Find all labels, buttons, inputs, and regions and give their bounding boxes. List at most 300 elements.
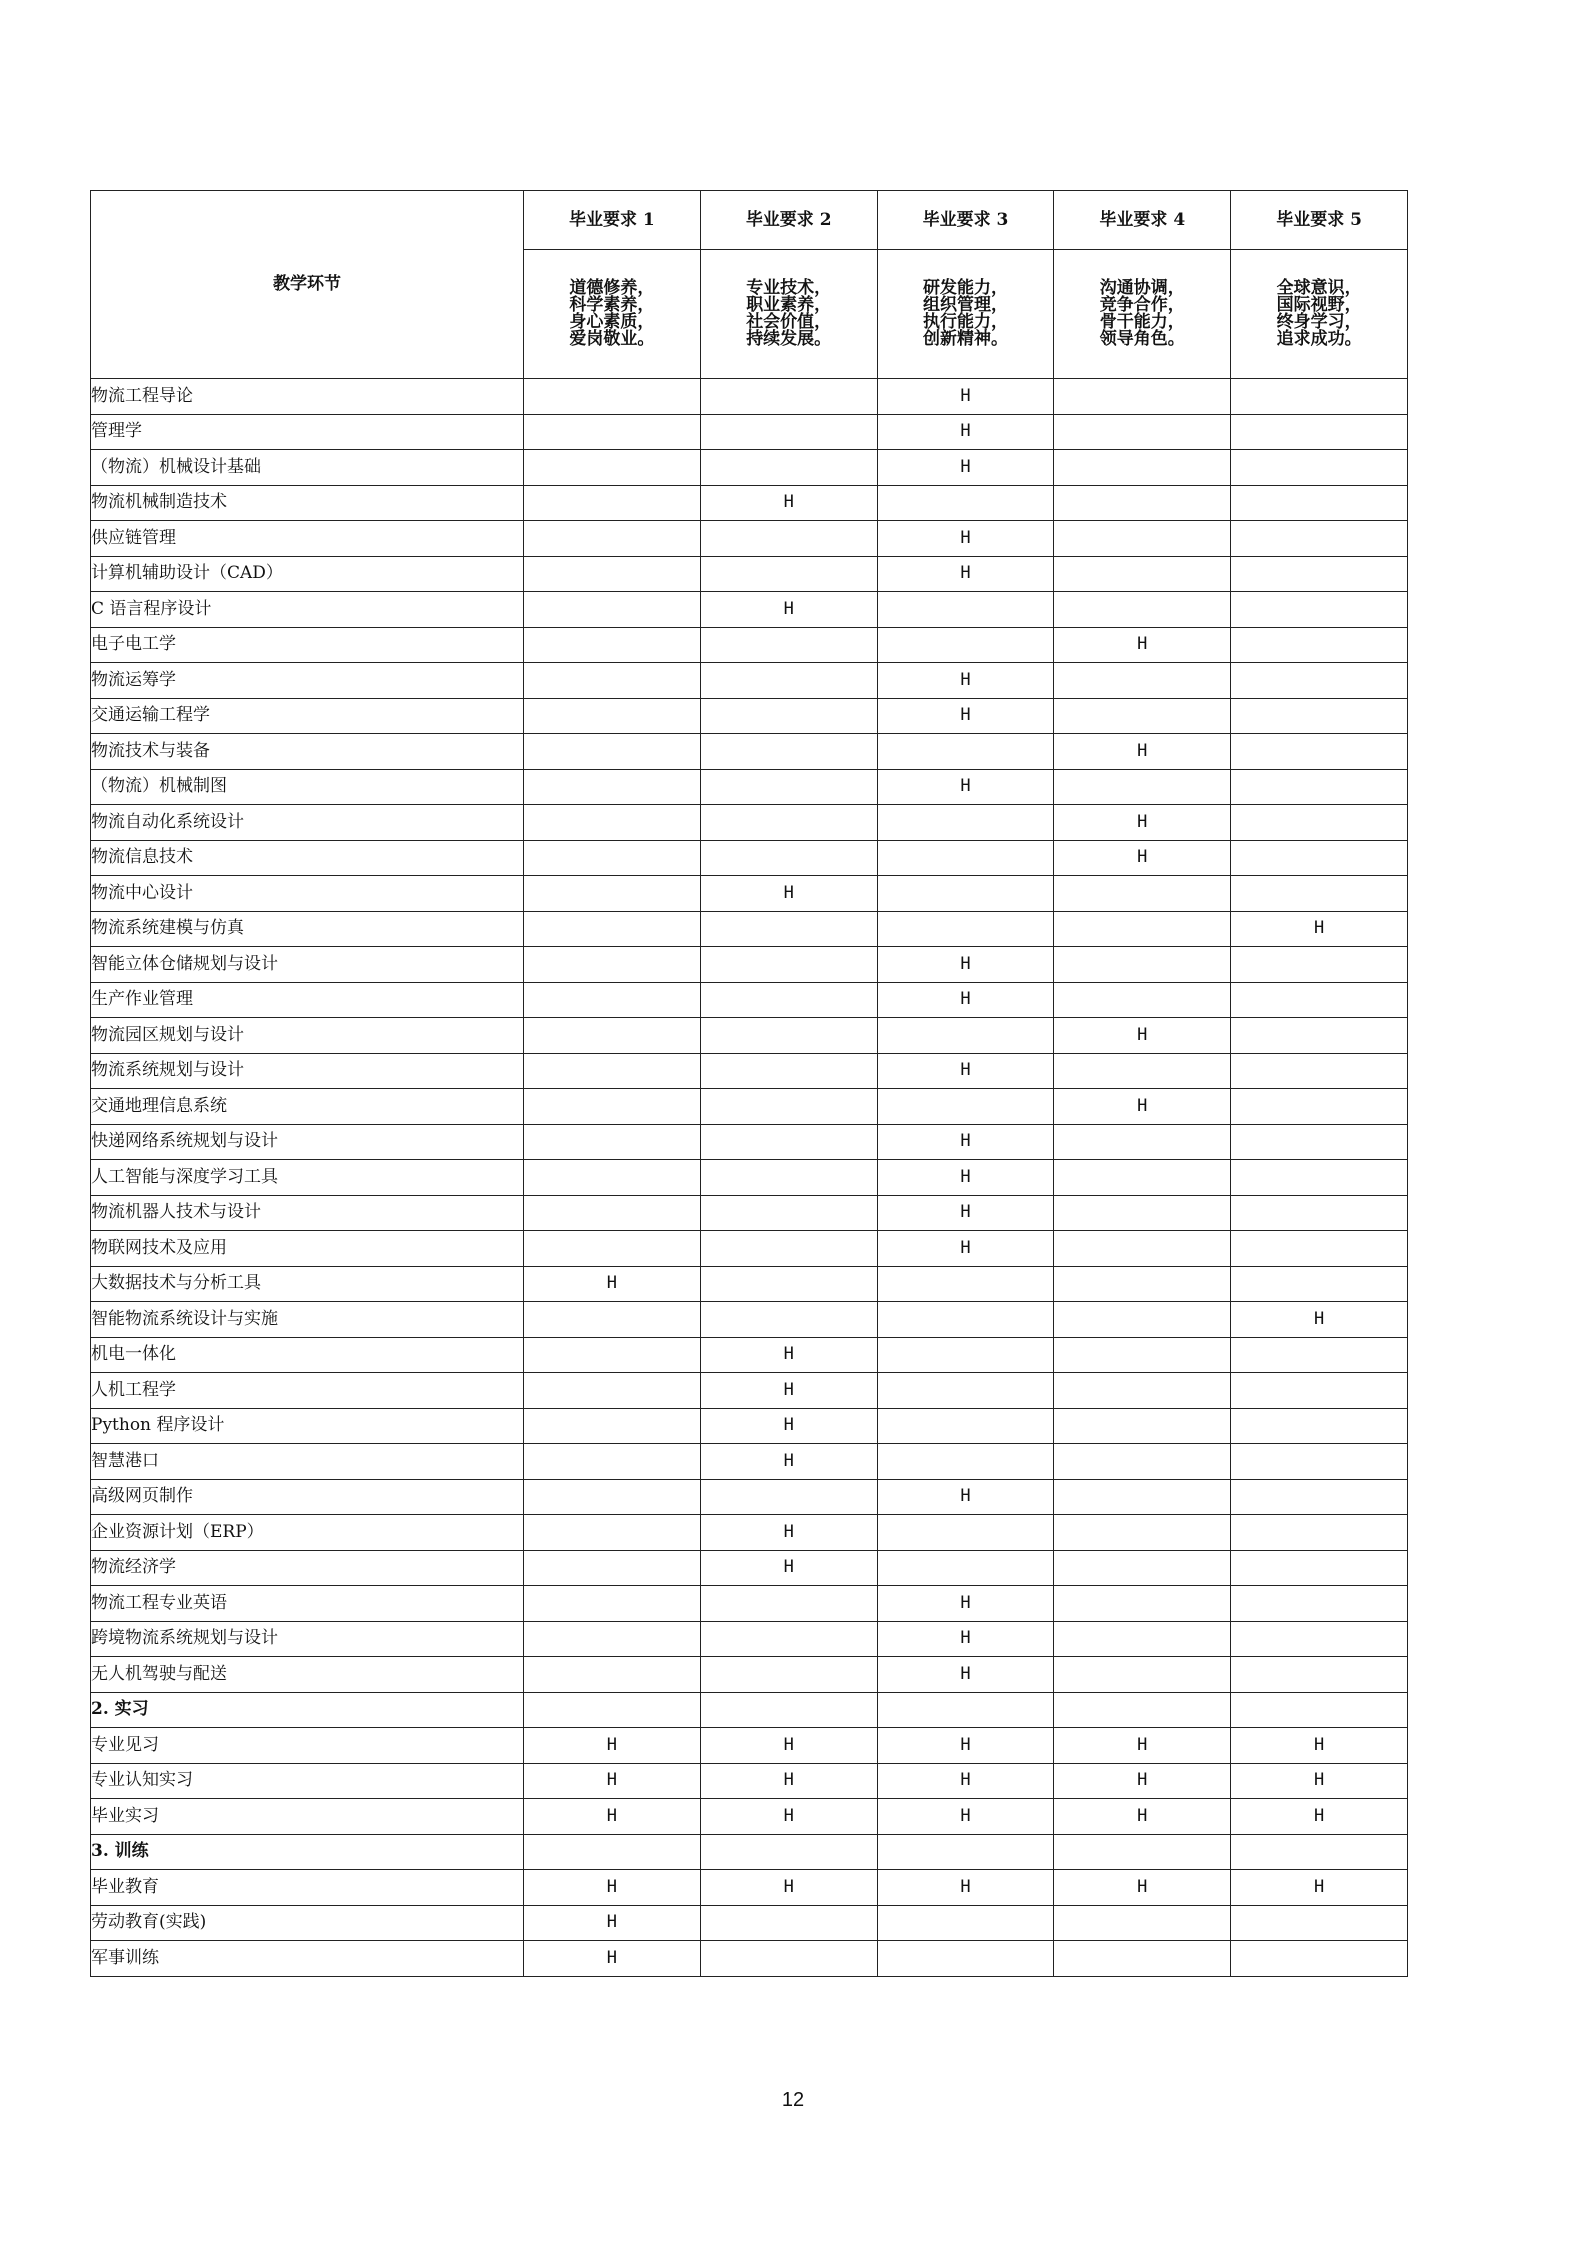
- support-mark-req-4: [1054, 1515, 1231, 1551]
- course-row: [91, 1515, 1408, 1551]
- support-mark-req-4: [1054, 1373, 1231, 1409]
- support-mark-req-4: [1054, 1053, 1231, 1089]
- support-mark-req-1: [524, 1621, 701, 1657]
- support-mark-req-2: [700, 450, 877, 486]
- support-mark-req-1: [524, 556, 701, 592]
- course-row: [91, 840, 1408, 876]
- support-mark-req-1: [524, 1515, 701, 1551]
- support-mark-req-1: H: [524, 1870, 701, 1906]
- support-mark-req-1: [524, 1373, 701, 1409]
- support-mark-req-2: [700, 1941, 877, 1977]
- empty-cell: [1054, 1834, 1231, 1870]
- support-mark-req-3: H: [877, 1763, 1054, 1799]
- course-row: [91, 1763, 1408, 1799]
- support-mark-req-3: H: [877, 1728, 1054, 1764]
- support-mark-req-5: [1231, 1479, 1408, 1515]
- course-row: [91, 521, 1408, 557]
- support-mark-req-1: [524, 876, 701, 912]
- support-mark-req-5: [1231, 485, 1408, 521]
- support-mark-req-3: H: [877, 556, 1054, 592]
- course-row: [91, 1479, 1408, 1515]
- support-mark-req-2: [700, 379, 877, 415]
- support-mark-req-3: H: [877, 1479, 1054, 1515]
- requirement-2-description: 专业技术， 职业素养， 社会价值， 持续发展。: [700, 250, 877, 379]
- support-mark-req-5: [1231, 982, 1408, 1018]
- support-mark-req-1: [524, 450, 701, 486]
- course-row: [91, 1550, 1408, 1586]
- course-row: [91, 485, 1408, 521]
- support-mark-req-4: [1054, 1302, 1231, 1338]
- requirement-4-header: 毕业要求 4: [1054, 191, 1231, 250]
- support-mark-req-3: [877, 805, 1054, 841]
- course-name: 劳动教育(实践): [91, 1905, 524, 1941]
- page-number: 12: [781, 2089, 805, 2111]
- support-mark-req-1: [524, 805, 701, 841]
- support-mark-req-5: [1231, 1408, 1408, 1444]
- support-mark-req-3: H: [877, 663, 1054, 699]
- course-name: 毕业教育: [91, 1870, 524, 1906]
- course-row: [91, 556, 1408, 592]
- course-row: [91, 1053, 1408, 1089]
- course-name: 物流系统规划与设计: [91, 1053, 524, 1089]
- requirement-3-description: 研发能力， 组织管理， 执行能力， 创新精神。: [877, 250, 1054, 379]
- support-mark-req-5: [1231, 1586, 1408, 1622]
- course-row: [91, 1337, 1408, 1373]
- course-row: [91, 450, 1408, 486]
- support-mark-req-4: H: [1054, 1089, 1231, 1125]
- support-mark-req-5: [1231, 1124, 1408, 1160]
- support-mark-req-4: H: [1054, 1018, 1231, 1054]
- support-mark-req-2: [700, 698, 877, 734]
- support-mark-req-2: [700, 1053, 877, 1089]
- support-mark-req-3: [877, 911, 1054, 947]
- support-mark-req-3: H: [877, 521, 1054, 557]
- support-mark-req-3: [877, 1302, 1054, 1338]
- support-mark-req-5: [1231, 1550, 1408, 1586]
- support-mark-req-4: [1054, 663, 1231, 699]
- course-name: 大数据技术与分析工具: [91, 1266, 524, 1302]
- support-mark-req-4: H: [1054, 840, 1231, 876]
- support-mark-req-5: [1231, 1373, 1408, 1409]
- course-name: 管理学: [91, 414, 524, 450]
- support-mark-req-1: [524, 592, 701, 628]
- support-mark-req-3: [877, 1550, 1054, 1586]
- course-name: 快递网络系统规划与设计: [91, 1124, 524, 1160]
- support-mark-req-1: [524, 698, 701, 734]
- course-name: Python 程序设计: [91, 1408, 524, 1444]
- support-mark-req-2: [700, 1657, 877, 1693]
- course-name: 跨境物流系统规划与设计: [91, 1621, 524, 1657]
- support-mark-req-3: [877, 1515, 1054, 1551]
- course-row: [91, 414, 1408, 450]
- support-mark-req-4: [1054, 379, 1231, 415]
- empty-cell: [1231, 1834, 1408, 1870]
- support-mark-req-4: [1054, 947, 1231, 983]
- support-mark-req-4: [1054, 592, 1231, 628]
- support-mark-req-5: H: [1231, 1870, 1408, 1906]
- support-mark-req-2: [700, 1621, 877, 1657]
- support-mark-req-1: [524, 1053, 701, 1089]
- course-name: 物流自动化系统设计: [91, 805, 524, 841]
- course-name: 人工智能与深度学习工具: [91, 1160, 524, 1196]
- support-mark-req-1: [524, 1160, 701, 1196]
- support-mark-req-3: H: [877, 1124, 1054, 1160]
- course-name: 智能物流系统设计与实施: [91, 1302, 524, 1338]
- course-name: 智慧港口: [91, 1444, 524, 1480]
- support-mark-req-3: H: [877, 1799, 1054, 1835]
- section-row: [91, 1834, 1408, 1870]
- support-mark-req-2: [700, 1266, 877, 1302]
- support-mark-req-4: [1054, 1160, 1231, 1196]
- section-label: 2. 实习: [91, 1692, 524, 1728]
- support-mark-req-2: [700, 521, 877, 557]
- course-row: [91, 1657, 1408, 1693]
- support-mark-req-1: H: [524, 1763, 701, 1799]
- support-mark-req-5: [1231, 379, 1408, 415]
- support-mark-req-4: [1054, 450, 1231, 486]
- course-name: 物流信息技术: [91, 840, 524, 876]
- requirement-4-description: 沟通协调， 竞争合作， 骨干能力， 领导角色。: [1054, 250, 1231, 379]
- support-mark-req-4: H: [1054, 1763, 1231, 1799]
- support-mark-req-1: [524, 911, 701, 947]
- course-row: [91, 1266, 1408, 1302]
- support-mark-req-5: [1231, 734, 1408, 770]
- support-mark-req-2: [700, 1160, 877, 1196]
- support-mark-req-2: [700, 734, 877, 770]
- support-mark-req-4: H: [1054, 805, 1231, 841]
- support-mark-req-3: [877, 840, 1054, 876]
- support-mark-req-1: [524, 769, 701, 805]
- support-mark-req-5: [1231, 1337, 1408, 1373]
- support-mark-req-2: H: [700, 1799, 877, 1835]
- support-mark-req-5: [1231, 1160, 1408, 1196]
- support-mark-req-2: [700, 982, 877, 1018]
- support-mark-req-4: [1054, 1444, 1231, 1480]
- course-name: 交通地理信息系统: [91, 1089, 524, 1125]
- requirement-5-header: 毕业要求 5: [1231, 191, 1408, 250]
- support-mark-req-3: H: [877, 379, 1054, 415]
- support-mark-req-5: [1231, 1621, 1408, 1657]
- course-row: [91, 698, 1408, 734]
- support-mark-req-2: H: [700, 1337, 877, 1373]
- support-mark-req-5: [1231, 450, 1408, 486]
- support-mark-req-4: [1054, 1195, 1231, 1231]
- course-name: 供应链管理: [91, 521, 524, 557]
- support-mark-req-3: [877, 1905, 1054, 1941]
- support-mark-req-2: H: [700, 485, 877, 521]
- support-mark-req-3: H: [877, 1870, 1054, 1906]
- support-mark-req-4: [1054, 982, 1231, 1018]
- support-mark-req-3: H: [877, 947, 1054, 983]
- support-mark-req-2: [700, 805, 877, 841]
- support-mark-req-1: [524, 521, 701, 557]
- support-mark-req-4: [1054, 1124, 1231, 1160]
- course-name: 生产作业管理: [91, 982, 524, 1018]
- course-name: 计算机辅助设计（CAD）: [91, 556, 524, 592]
- support-mark-req-1: [524, 1231, 701, 1267]
- support-mark-req-2: H: [700, 1728, 877, 1764]
- course-name: 物流园区规划与设计: [91, 1018, 524, 1054]
- support-mark-req-3: H: [877, 1053, 1054, 1089]
- course-row: [91, 1302, 1408, 1338]
- support-mark-req-3: H: [877, 982, 1054, 1018]
- support-mark-req-3: [877, 1089, 1054, 1125]
- support-mark-req-5: [1231, 663, 1408, 699]
- support-mark-req-5: [1231, 1266, 1408, 1302]
- support-mark-req-2: [700, 1586, 877, 1622]
- course-row: [91, 627, 1408, 663]
- support-mark-req-3: H: [877, 1586, 1054, 1622]
- support-mark-req-4: [1054, 1621, 1231, 1657]
- support-mark-req-4: H: [1054, 1728, 1231, 1764]
- support-mark-req-5: [1231, 1657, 1408, 1693]
- support-mark-req-2: H: [700, 1550, 877, 1586]
- course-row: [91, 1195, 1408, 1231]
- support-mark-req-1: H: [524, 1905, 701, 1941]
- support-mark-req-4: H: [1054, 627, 1231, 663]
- course-row: [91, 1089, 1408, 1125]
- support-mark-req-4: [1054, 698, 1231, 734]
- course-row: [91, 663, 1408, 699]
- support-mark-req-4: [1054, 1266, 1231, 1302]
- requirement-1-description: 道德修养， 科学素养， 身心素质， 爱岗敬业。: [524, 250, 701, 379]
- support-mark-req-4: [1054, 1231, 1231, 1267]
- support-mark-req-1: [524, 947, 701, 983]
- support-mark-req-3: [877, 1408, 1054, 1444]
- support-mark-req-4: [1054, 911, 1231, 947]
- support-mark-req-1: [524, 379, 701, 415]
- corner-header: 教学环节: [91, 191, 524, 379]
- course-row: [91, 911, 1408, 947]
- support-mark-req-3: [877, 1266, 1054, 1302]
- support-mark-req-1: H: [524, 1941, 701, 1977]
- course-name: C 语言程序设计: [91, 592, 524, 628]
- support-mark-req-5: [1231, 698, 1408, 734]
- support-mark-req-1: [524, 1444, 701, 1480]
- course-name: 专业认知实习: [91, 1763, 524, 1799]
- empty-cell: [877, 1834, 1054, 1870]
- empty-cell: [877, 1692, 1054, 1728]
- course-name: 企业资源计划（ERP）: [91, 1515, 524, 1551]
- support-mark-req-1: [524, 414, 701, 450]
- support-mark-req-5: [1231, 769, 1408, 805]
- course-row: [91, 1231, 1408, 1267]
- support-mark-req-5: [1231, 1089, 1408, 1125]
- support-mark-req-2: [700, 1302, 877, 1338]
- course-row: [91, 876, 1408, 912]
- support-mark-req-3: [877, 1941, 1054, 1977]
- course-name: 电子电工学: [91, 627, 524, 663]
- course-name: 物流工程专业英语: [91, 1586, 524, 1622]
- support-mark-req-5: [1231, 1444, 1408, 1480]
- course-row: [91, 1444, 1408, 1480]
- support-mark-req-3: H: [877, 450, 1054, 486]
- header-title-row: [91, 191, 1408, 250]
- course-name: 交通运输工程学: [91, 698, 524, 734]
- course-name: （物流）机械设计基础: [91, 450, 524, 486]
- support-mark-req-1: [524, 1479, 701, 1515]
- course-row: [91, 1728, 1408, 1764]
- support-mark-req-5: [1231, 521, 1408, 557]
- support-mark-req-1: [524, 1408, 701, 1444]
- course-name: 物流工程导论: [91, 379, 524, 415]
- support-mark-req-4: [1054, 414, 1231, 450]
- support-mark-req-1: [524, 1195, 701, 1231]
- support-mark-req-4: [1054, 485, 1231, 521]
- support-mark-req-4: [1054, 876, 1231, 912]
- support-mark-req-5: [1231, 1018, 1408, 1054]
- support-mark-req-1: [524, 485, 701, 521]
- support-mark-req-3: [877, 627, 1054, 663]
- support-mark-req-5: H: [1231, 1302, 1408, 1338]
- course-name: 专业见习: [91, 1728, 524, 1764]
- support-mark-req-2: [700, 947, 877, 983]
- course-name: 智能立体仓储规划与设计: [91, 947, 524, 983]
- requirement-5-description: 全球意识， 国际视野， 终身学习， 追求成功。: [1231, 250, 1408, 379]
- empty-cell: [524, 1692, 701, 1728]
- support-mark-req-2: H: [700, 1373, 877, 1409]
- course-row: [91, 1905, 1408, 1941]
- course-row: [91, 769, 1408, 805]
- support-mark-req-4: [1054, 1657, 1231, 1693]
- course-row: [91, 947, 1408, 983]
- support-mark-req-2: [700, 556, 877, 592]
- course-row: [91, 1160, 1408, 1196]
- support-mark-req-4: [1054, 1550, 1231, 1586]
- support-mark-req-2: H: [700, 1870, 877, 1906]
- support-mark-req-4: [1054, 521, 1231, 557]
- support-mark-req-1: H: [524, 1799, 701, 1835]
- support-mark-req-4: [1054, 1337, 1231, 1373]
- course-name: 机电一体化: [91, 1337, 524, 1373]
- support-mark-req-4: H: [1054, 1870, 1231, 1906]
- support-mark-req-1: [524, 734, 701, 770]
- support-mark-req-4: [1054, 556, 1231, 592]
- requirements-matrix-table: [90, 190, 1408, 1977]
- course-row: [91, 1941, 1408, 1977]
- support-mark-req-5: [1231, 947, 1408, 983]
- support-mark-req-2: H: [700, 1444, 877, 1480]
- course-row: [91, 379, 1408, 415]
- support-mark-req-5: [1231, 556, 1408, 592]
- support-mark-req-5: [1231, 1231, 1408, 1267]
- support-mark-req-3: H: [877, 1657, 1054, 1693]
- support-mark-req-1: [524, 1089, 701, 1125]
- empty-cell: [524, 1834, 701, 1870]
- course-row: [91, 1799, 1408, 1835]
- support-mark-req-5: [1231, 876, 1408, 912]
- support-mark-req-1: [524, 1018, 701, 1054]
- support-mark-req-3: [877, 1018, 1054, 1054]
- course-row: [91, 982, 1408, 1018]
- support-mark-req-2: H: [700, 592, 877, 628]
- support-mark-req-5: [1231, 1515, 1408, 1551]
- empty-cell: [1054, 1692, 1231, 1728]
- support-mark-req-5: H: [1231, 1763, 1408, 1799]
- support-mark-req-4: [1054, 1408, 1231, 1444]
- support-mark-req-2: [700, 1124, 877, 1160]
- requirement-2-header: 毕业要求 2: [700, 191, 877, 250]
- support-mark-req-3: [877, 734, 1054, 770]
- support-mark-req-1: [524, 1302, 701, 1338]
- support-mark-req-3: H: [877, 1195, 1054, 1231]
- support-mark-req-4: [1054, 1905, 1231, 1941]
- support-mark-req-3: [877, 1373, 1054, 1409]
- empty-cell: [700, 1692, 877, 1728]
- support-mark-req-4: [1054, 1586, 1231, 1622]
- support-mark-req-2: H: [700, 1515, 877, 1551]
- support-mark-req-2: [700, 627, 877, 663]
- course-row: [91, 805, 1408, 841]
- support-mark-req-5: [1231, 1195, 1408, 1231]
- support-mark-req-5: [1231, 1053, 1408, 1089]
- support-mark-req-2: [700, 769, 877, 805]
- empty-cell: [1231, 1692, 1408, 1728]
- course-name: 军事训练: [91, 1941, 524, 1977]
- course-name: （物流）机械制图: [91, 769, 524, 805]
- support-mark-req-3: [877, 592, 1054, 628]
- section-label: 3. 训练: [91, 1834, 524, 1870]
- empty-cell: [700, 1834, 877, 1870]
- support-mark-req-1: [524, 1586, 701, 1622]
- course-name: 物流中心设计: [91, 876, 524, 912]
- course-name: 人机工程学: [91, 1373, 524, 1409]
- support-mark-req-2: [700, 663, 877, 699]
- course-name: 物流机器人技术与设计: [91, 1195, 524, 1231]
- support-mark-req-3: H: [877, 698, 1054, 734]
- course-name: 高级网页制作: [91, 1479, 524, 1515]
- support-mark-req-5: [1231, 840, 1408, 876]
- support-mark-req-5: H: [1231, 1728, 1408, 1764]
- course-row: [91, 1408, 1408, 1444]
- course-name: 物流机械制造技术: [91, 485, 524, 521]
- support-mark-req-4: [1054, 769, 1231, 805]
- support-mark-req-5: H: [1231, 911, 1408, 947]
- course-name: 物流技术与装备: [91, 734, 524, 770]
- support-mark-req-1: H: [524, 1266, 701, 1302]
- support-mark-req-4: H: [1054, 734, 1231, 770]
- support-mark-req-3: H: [877, 414, 1054, 450]
- support-mark-req-1: [524, 840, 701, 876]
- course-row: [91, 1586, 1408, 1622]
- support-mark-req-2: [700, 1905, 877, 1941]
- support-mark-req-5: [1231, 1941, 1408, 1977]
- support-mark-req-5: [1231, 414, 1408, 450]
- course-name: 物流系统建模与仿真: [91, 911, 524, 947]
- course-row: [91, 592, 1408, 628]
- support-mark-req-2: H: [700, 876, 877, 912]
- course-name: 毕业实习: [91, 1799, 524, 1835]
- support-mark-req-2: [700, 840, 877, 876]
- support-mark-req-4: [1054, 1479, 1231, 1515]
- support-mark-req-5: [1231, 627, 1408, 663]
- support-mark-req-1: [524, 1657, 701, 1693]
- support-mark-req-2: H: [700, 1408, 877, 1444]
- support-mark-req-5: [1231, 1905, 1408, 1941]
- support-mark-req-2: [700, 414, 877, 450]
- course-name: 无人机驾驶与配送: [91, 1657, 524, 1693]
- support-mark-req-2: [700, 1089, 877, 1125]
- support-mark-req-1: [524, 1550, 701, 1586]
- support-mark-req-2: [700, 1231, 877, 1267]
- matrix-body: [91, 379, 1408, 1977]
- support-mark-req-3: [877, 485, 1054, 521]
- course-name: 物联网技术及应用: [91, 1231, 524, 1267]
- support-mark-req-4: H: [1054, 1799, 1231, 1835]
- course-row: [91, 1621, 1408, 1657]
- support-mark-req-3: [877, 1444, 1054, 1480]
- support-mark-req-1: [524, 627, 701, 663]
